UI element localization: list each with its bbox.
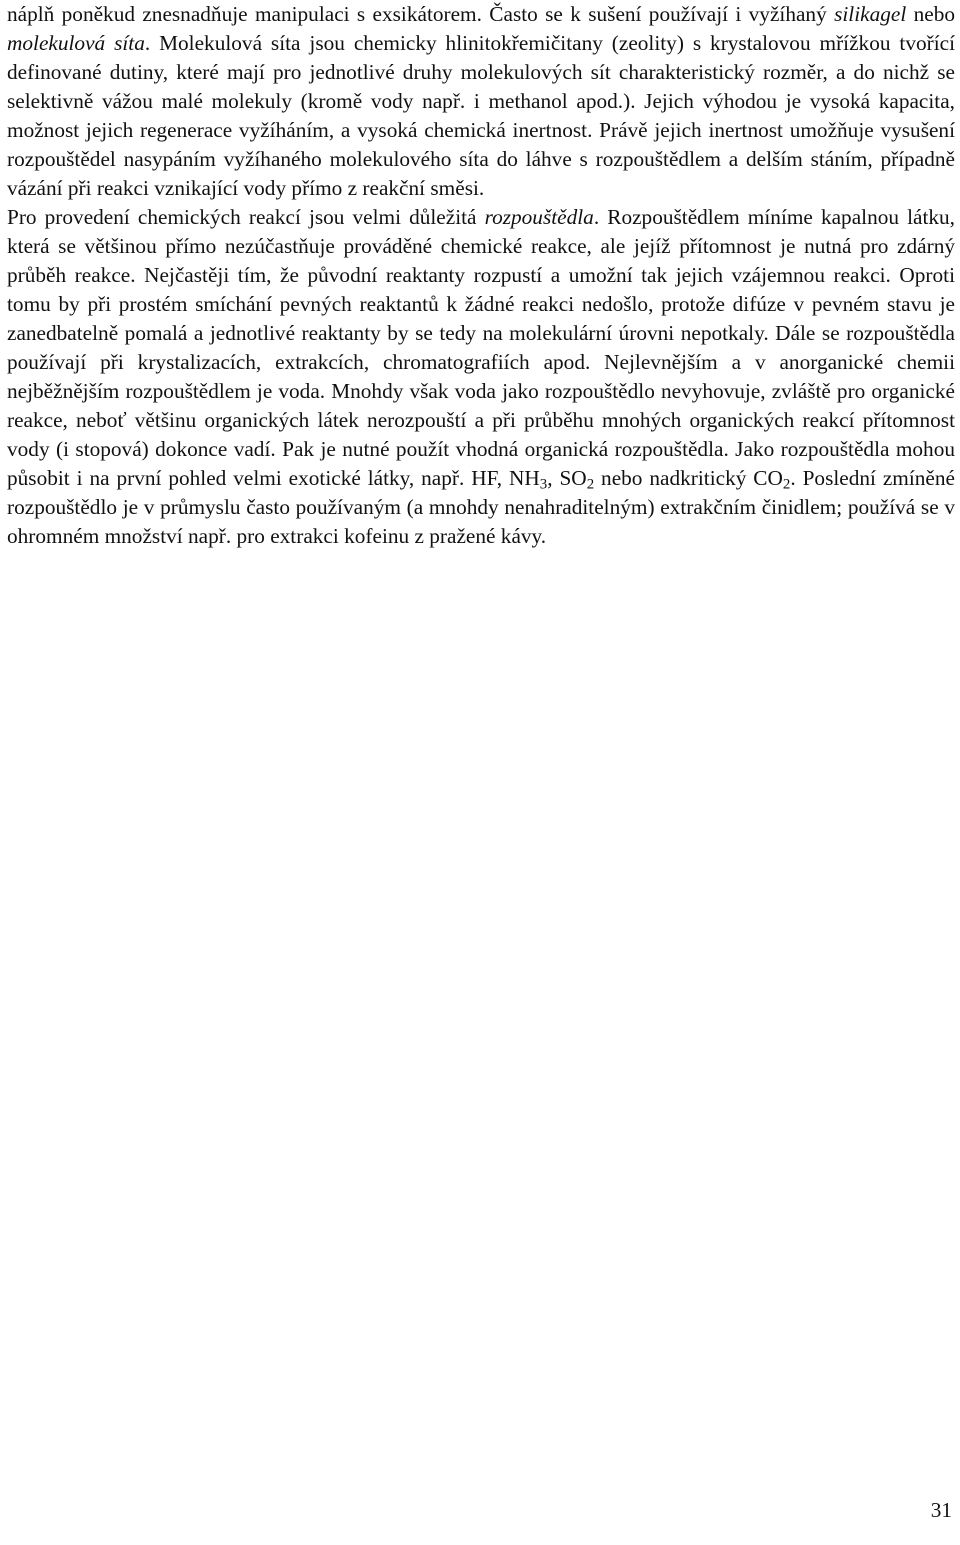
paragraph-desiccants-intro: náplň poněkud znesnadňuje manipulaci s exsikátorem. Často se k sušení používají i vyžíhaný xyxy=(7,2,835,26)
paragraph-solvents-tail: . Poslední zmíněné rozpouštědlo je v průmyslu často používaným (a mnohdy nenahraditelným) extrakčním činidlem; používá se v ohromném množství např. pro extrakci kofeinu z pražené kávy. xyxy=(7,466,955,548)
page-number: 31 xyxy=(930,1498,952,1522)
paragraph-solvents-body: . Rozpouštědlem míníme kapalnou látku, která se většinou přímo nezúčastňuje prováděné chemické reakce, ale jejíž přítomnost je nutná pro zdárný průběh reakce. Nejčastěji tím, že původní reaktanty rozpustí a umožní tak jejich vzájemnou reakci. Oproti tomu by při prostém smíchání pevných reaktantů k žádné reakci nedošlo, protože difúze v pevném stavu je zanedbatelně pomalá a jednotlivé reaktanty by se tedy na molekulární úrovni nepotkaly. Dále se rozpouštědla používají při krystalizacích, extrakcích, chromatografiích apod. Nejlevnějším a v anorganické chemii nejběžnějším rozpouštědlem je voda. Mnohdy však voda jako rozpouštědlo nevyhovuje, zvláště pro organické reakce, neboť většinu organických látek nerozpouští a při průběhu mnohých organických reakcí přítomnost vody (i stopová) dokonce vadí. Pak je nutné použít vhodná organická rozpouštědla. Jako rozpouštědla mohou působit i na první pohled velmi exotické látky, např. HF, NH xyxy=(7,205,955,490)
term-solvents: rozpouštědla xyxy=(484,205,594,229)
paragraph-desiccants xyxy=(7,0,955,203)
formula-separator-co2: nebo nadkritický CO xyxy=(594,466,783,490)
paragraph-solvents xyxy=(7,203,955,551)
term-molecular-sieves: molekulová síta xyxy=(7,31,145,55)
subscript-so2: 2 xyxy=(586,476,595,493)
connector-text: nebo xyxy=(906,2,955,26)
paragraph-solvents-lead: Pro provedení chemických reakcí jsou velmi důležitá xyxy=(7,205,485,229)
paragraph-desiccants-body: . Molekulová síta jsou chemicky hlinitokřemičitany (zeolity) s krystalovou mřížkou tvořící definované dutiny, které mají pro jednotlivé druhy molekulových sít charakteristický rozměr, a do nichž se selektivně vážou malé molekuly (kromě vody např. i methanol apod.). Jejich výhodou je vysoká kapacita, možnost jejich regenerace vyžíháním, a vysoká chemická inertnost. Právě jejich inertnost umožňuje vysušení rozpouštědel nasypáním vyžíhaného molekulového síta do láhve s rozpouštědlem a delším stáním, případně vázání při reakci vznikající vody přímo z reakční směsi. xyxy=(7,31,955,200)
subscript-co2: 2 xyxy=(782,476,791,493)
term-silikagel: silikagel xyxy=(834,2,907,26)
subscript-nh3: 3 xyxy=(539,476,548,493)
body-text xyxy=(7,0,955,551)
formula-separator-so2: , SO xyxy=(547,466,587,490)
